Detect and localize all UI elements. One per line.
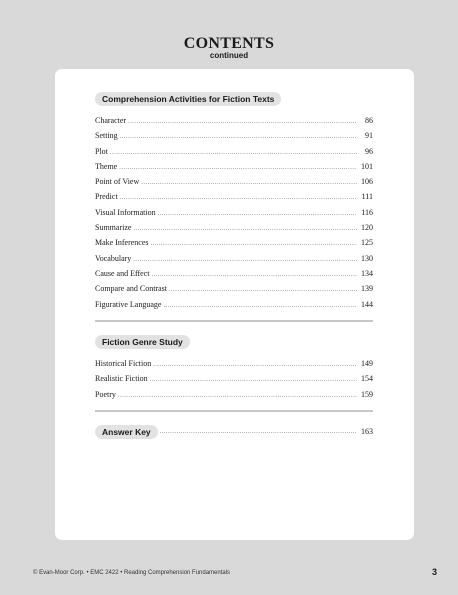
leader-dots — [169, 283, 357, 298]
toc-entry[interactable] — [95, 266, 373, 281]
toc-page-number: 154 — [361, 374, 373, 384]
toc-page-number: 106 — [361, 177, 373, 187]
footer-credit: © Evan-Moor Corp. • EMC 2422 • Reading Comprehension Fundamentals — [33, 570, 231, 576]
toc-entry-label: Theme — [95, 161, 118, 171]
genre-section — [95, 332, 373, 402]
toc-entry[interactable] — [95, 113, 373, 128]
genre-toc-list — [95, 356, 373, 402]
toc-entry-label: Compare and Contrast — [95, 284, 167, 294]
toc-page-number: 111 — [361, 192, 373, 202]
leader-dots — [153, 358, 357, 373]
leader-dots — [133, 222, 357, 237]
section-header-fiction: Comprehension Activities for Fiction Texts — [95, 92, 281, 106]
toc-page-number: 86 — [365, 116, 373, 125]
toc-page-number: 96 — [365, 146, 373, 156]
toc-page-number: 91 — [365, 131, 373, 141]
leader-dots — [151, 237, 357, 252]
toc-entry[interactable] — [95, 371, 373, 386]
leader-dots — [110, 146, 357, 161]
toc-page-number: 139 — [361, 284, 373, 294]
leader-dots — [141, 176, 357, 191]
page-title: CONTENTS — [183, 35, 275, 52]
toc-entry-label: Poetry — [95, 389, 116, 399]
toc-entry[interactable] — [95, 144, 373, 159]
toc-entry-label: Realistic Fiction — [95, 374, 148, 384]
fiction-section — [95, 89, 373, 312]
toc-entry-label: Summarize — [95, 223, 132, 233]
leader-dots — [119, 161, 357, 176]
toc-entry[interactable] — [95, 235, 373, 250]
toc-entry[interactable] — [95, 174, 373, 189]
answer-key-row[interactable] — [95, 425, 373, 439]
toc-entry[interactable] — [95, 159, 373, 174]
toc-page-number: 125 — [361, 238, 373, 248]
leader-dots — [120, 130, 357, 145]
leader-dots — [158, 207, 357, 222]
toc-page-number: 116 — [361, 207, 373, 217]
toc-entry[interactable] — [95, 281, 373, 296]
toc-entry[interactable] — [95, 356, 373, 371]
toc-page-number: 101 — [361, 161, 373, 171]
leader-dots — [133, 253, 357, 268]
toc-page-number: 120 — [361, 223, 373, 233]
toc-entry-label: Plot — [95, 146, 108, 156]
leader-dots — [160, 425, 357, 439]
toc-page-number: 134 — [361, 268, 373, 278]
toc-entry-label: Setting — [95, 131, 118, 141]
section-header-genre: Fiction Genre Study — [95, 335, 190, 349]
toc-entry[interactable] — [95, 251, 373, 266]
toc-entry-label: Predict — [95, 192, 118, 202]
toc-page-number: 159 — [361, 389, 373, 399]
footer-page-number: 3 — [431, 567, 437, 577]
toc-entry-label: Make Inferences — [95, 238, 149, 248]
toc-page-number: 144 — [361, 299, 373, 309]
section-divider — [95, 320, 373, 322]
toc-page-number: 130 — [361, 253, 373, 263]
toc-entry-label: Character — [95, 116, 127, 125]
toc-entry[interactable] — [95, 189, 373, 204]
toc-entry[interactable] — [95, 387, 373, 402]
section-divider — [95, 410, 373, 412]
section-header-answer-key: Answer Key — [95, 425, 158, 439]
toc-entry-label: Cause and Effect — [95, 268, 150, 278]
toc-entry-label: Historical Fiction — [95, 359, 152, 368]
leader-dots — [152, 268, 358, 283]
toc-page-number: 149 — [361, 359, 373, 368]
toc-entry[interactable] — [95, 128, 373, 143]
toc-entry[interactable] — [95, 205, 373, 220]
leader-dots — [118, 389, 357, 404]
answer-section — [95, 425, 373, 439]
contents-card — [55, 69, 414, 540]
toc-entry[interactable] — [95, 220, 373, 235]
fiction-toc-list — [95, 113, 373, 312]
toc-entry-label: Figurative Language — [95, 299, 162, 309]
toc-entry-label: Vocabulary — [95, 253, 132, 263]
leader-dots — [150, 373, 357, 388]
leader-dots — [163, 299, 357, 314]
leader-dots — [128, 115, 357, 130]
toc-entry-label: Point of View — [95, 177, 140, 187]
toc-entry[interactable] — [95, 297, 373, 312]
toc-page-number: 163 — [361, 427, 373, 436]
toc-entry-label: Visual Information — [95, 207, 156, 217]
page-subtitle: continued — [209, 51, 249, 60]
